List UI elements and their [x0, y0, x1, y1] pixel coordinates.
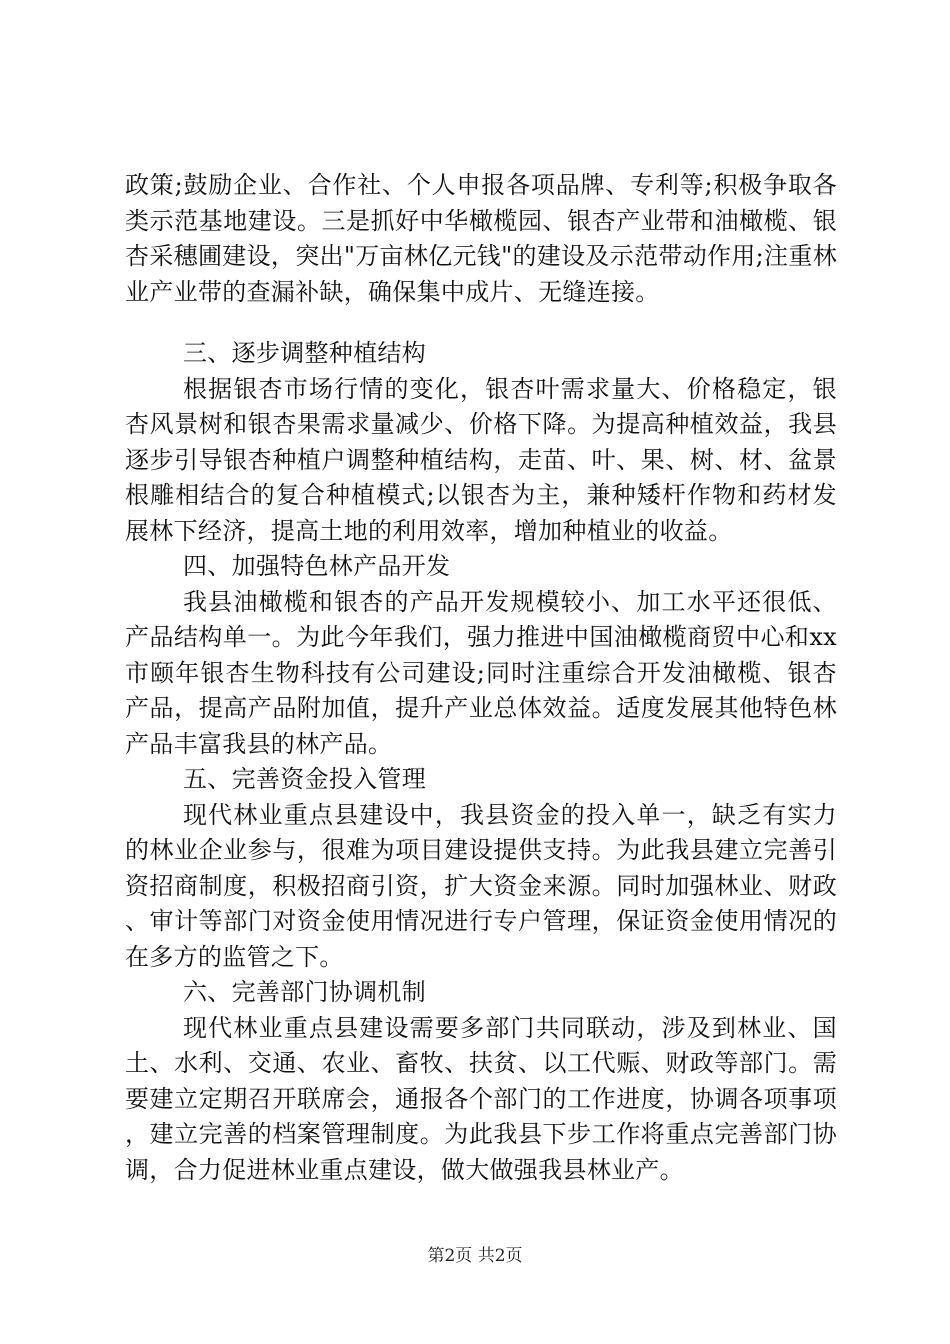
section-heading-funding-management: 五、完善资金投入管理: [183, 765, 426, 793]
section-heading-coordination: 六、完善部门协调机制: [183, 978, 426, 1006]
paragraph-coordination: 现代林业重点县建设需要多部门共同联动，涉及到林业、国土、水利、交通、农业、畜牧、扶贫、以工代赈、财政等部门。需要建立定期召开联席会，通报各个部门的工作进度，协调各项事项，建立完善的档案管理制度。为此我县下步工作将重点完善部门协调，合力促进林业重点建设，做大做强我县林业产。: [125, 1013, 837, 1184]
document-body: [125, 168, 837, 1188]
paragraph-planting-structure: 根据银杏市场行情的变化，银杏叶需求量大、价格稳定，银杏风景树和银杏果需求量减少、价格下降。为提高种植效益，我县逐步引导银杏种植户调整种植结构，走苗、叶、果、树、材、盆景根雕相结合的复合种植模式;以银杏为主，兼种矮杆作物和药材发展林下经济，提高土地的利用效率，增加种植业的收益。: [125, 374, 837, 545]
paragraph-funding-management: 现代林业重点县建设中，我县资金的投入单一，缺乏有实力的林业企业参与，很难为项目建设提供支持。为此我县建立完善引资招商制度，积极招商引资，扩大资金来源。同时加强林业、财政、审计等部门对资金使用情况进行专户管理，保证资金使用情况的在多方的监管之下。: [125, 800, 837, 971]
page-number-footer: 第2页 共2页: [427, 1246, 523, 1266]
section-heading-planting-structure: 三、逐步调整种植结构: [183, 339, 426, 367]
paragraph-policy-continuation: 政策;鼓励企业、合作社、个人申报各项品牌、专利等;积极争取各类示范基地建设。三是抓好中华橄榄园、银杏产业带和油橄榄、银杏采穗圃建设，突出"万亩林亿元钱"的建设及示范带动作用;注重林业产业带的查漏补缺，确保集中成片、无缝连接。: [125, 171, 837, 306]
paragraph-forest-products: 我县油橄榄和银杏的产品开发规模较小、加工水平还很低、产品结构单一。为此今年我们，强力推进中国油橄榄商贸中心和xx市颐年银杏生物科技有公司建设;同时注重综合开发油橄榄、银杏产品，提高产品附加值，提升产业总体效益。适度发展其他特色林产品丰富我县的林产品。: [125, 587, 837, 758]
section-heading-forest-products: 四、加强特色林产品开发: [183, 552, 451, 580]
